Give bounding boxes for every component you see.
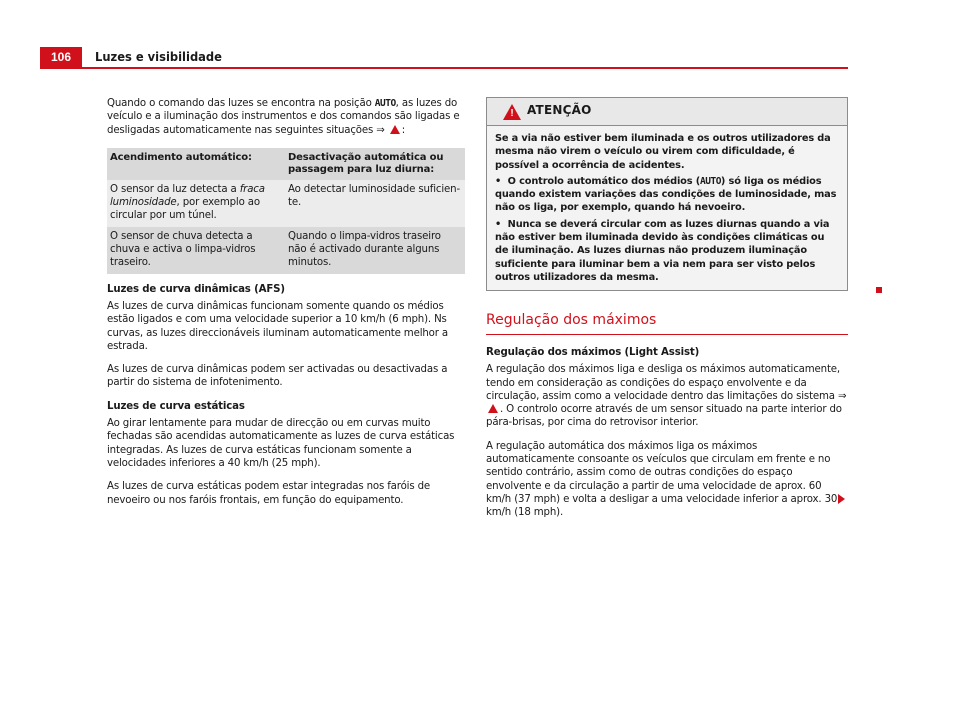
warning-box: [486, 97, 848, 291]
warning-ref-icon: [390, 125, 400, 134]
auto-symbol: AUTO: [374, 98, 396, 109]
warning-bullet-2: [495, 218, 839, 284]
situations-table: [107, 148, 465, 274]
section-paragraph-2: A regulação automática dos máximos liga os máximos automaticamente consoante os veículos que circulam em frente e no sentido contrário, assim como de outras condições do espaço envolvente e da circulação a partir de uma velocidade de aprox. 60 km/h (37 mph) e volta a desligar a uma velocidade inferior a aprox. 30 km/h (18 mph).: [486, 440, 838, 519]
paragraph-text: A regulação dos máximos liga e desliga os máximos automaticamente, tendo em consideração as condições do espaço envolvente e da circulação, assim como a velocidade dentro das limitações do sistema ⇒: [486, 364, 847, 402]
page-number: 106: [40, 47, 82, 67]
table-cell: Ao detectar luminosidade suficiente.: [285, 180, 465, 227]
warning-paragraph: Se a via não estiver bem iluminada e os outros utilizadores da mesma não virem o veículo ou virem com dificuldade, é possível a ocorrência de acidentes.: [495, 133, 831, 171]
cell-text: , por exemplo ao circular por um túnel.: [110, 197, 260, 222]
afs-heading: Luzes de curva dinâmicas (AFS): [107, 283, 285, 295]
intro-text-end: :: [401, 124, 406, 136]
intro-text-start: Quando o comando das luzes se encontra na posição: [107, 98, 375, 109]
section-end-marker: [876, 287, 882, 293]
table-cell: [107, 180, 285, 227]
paragraph-text: . O controlo ocorre através de um sensor situado na parte interior do pára-brisas, por cima do retrovisor interior.: [486, 404, 842, 429]
section-title: Regulação dos máximos: [486, 312, 848, 335]
cell-text: O sensor da luz detecta a: [110, 183, 240, 195]
table-row: [107, 227, 465, 274]
table-row: [107, 180, 465, 227]
cell-text-italic: fraca luminosidade: [110, 183, 265, 209]
left-column: [107, 97, 465, 507]
auto-symbol: AUTO: [700, 175, 721, 187]
static-lights-paragraph-1: Ao girar lentamente para mudar de direcção ou em curvas muito fechadas são acendidas automaticamente as luzes de curva estáticas integradas. As luzes de curva estáticas funcionam somente a velocidades inferiores a 40 km/h (25 mph).: [107, 418, 455, 469]
bullet-icon: •: [495, 175, 502, 187]
warning-bullet-1: [495, 175, 839, 215]
table-cell: O sensor de chuva detecta a chuva e activa o limpa-vidros traseiro.: [107, 227, 285, 274]
bullet-text: O controlo automático dos médios (: [507, 175, 701, 187]
continue-arrow-icon: [838, 494, 845, 504]
right-column: [486, 97, 848, 291]
table-header-on: Acendimento automático:: [107, 148, 285, 180]
static-lights-paragraph-2: As luzes de curva estáticas podem estar integradas nos faróis de nevoeiro ou nos faróis frontais, em função do equipamento.: [107, 481, 431, 506]
page-title: Luzes e visibilidade: [95, 49, 222, 64]
warning-title: ATENÇÃO: [527, 103, 592, 117]
static-lights-heading: Luzes de curva estáticas: [107, 400, 245, 412]
warning-ref-icon: [488, 404, 498, 413]
warning-body: [487, 126, 847, 290]
afs-paragraph-2: As luzes de curva dinâmicas podem ser activadas ou desactivadas a partir do sistema de infotenimento.: [107, 364, 448, 389]
table-header-row: [107, 148, 465, 180]
section-subheading: Regulação dos máximos (Light Assist): [486, 347, 700, 358]
section-body: [486, 346, 848, 520]
afs-paragraph-1: As luzes de curva dinâmicas funcionam somente quando os médios estão ligados e com uma velocidade superior a 10 km/h (6 mph). Ns curvas, as luzes direccionáveis iluminam automaticamente melhor a estrada.: [107, 300, 448, 352]
bullet-text: Nunca se deverá circular com as luzes diurnas quando a via não estiver bem iluminada devido às condições climáticas ou de iluminação. As luzes diurnas não produzem iluminação suficiente para iluminar bem a via nem para ser visto pelos outros utilizadores da mesma.: [495, 218, 830, 283]
table-header-off: Desactivação automática ou passagem para luz diurna:: [285, 148, 465, 180]
exclamation-icon: !: [510, 108, 514, 119]
table-cell: Quando o limpa-vidros traseiro não é activado durante alguns minutos.: [285, 227, 465, 274]
bullet-icon: •: [495, 218, 502, 230]
bullet-text: ) só liga os médios quando existem variações das condições de luminosidade, mas não os liga, por exemplo, quando há nevoeiro.: [495, 175, 837, 214]
section-paragraph-1: [486, 363, 848, 429]
intro-text-middle: , as luzes do veículo e a iluminação dos instrumentos e dos comandos são ligadas e desligadas automaticamente nas seguintes situações ⇒: [107, 98, 460, 136]
warning-header: [487, 98, 847, 126]
intro-paragraph: [107, 97, 465, 137]
